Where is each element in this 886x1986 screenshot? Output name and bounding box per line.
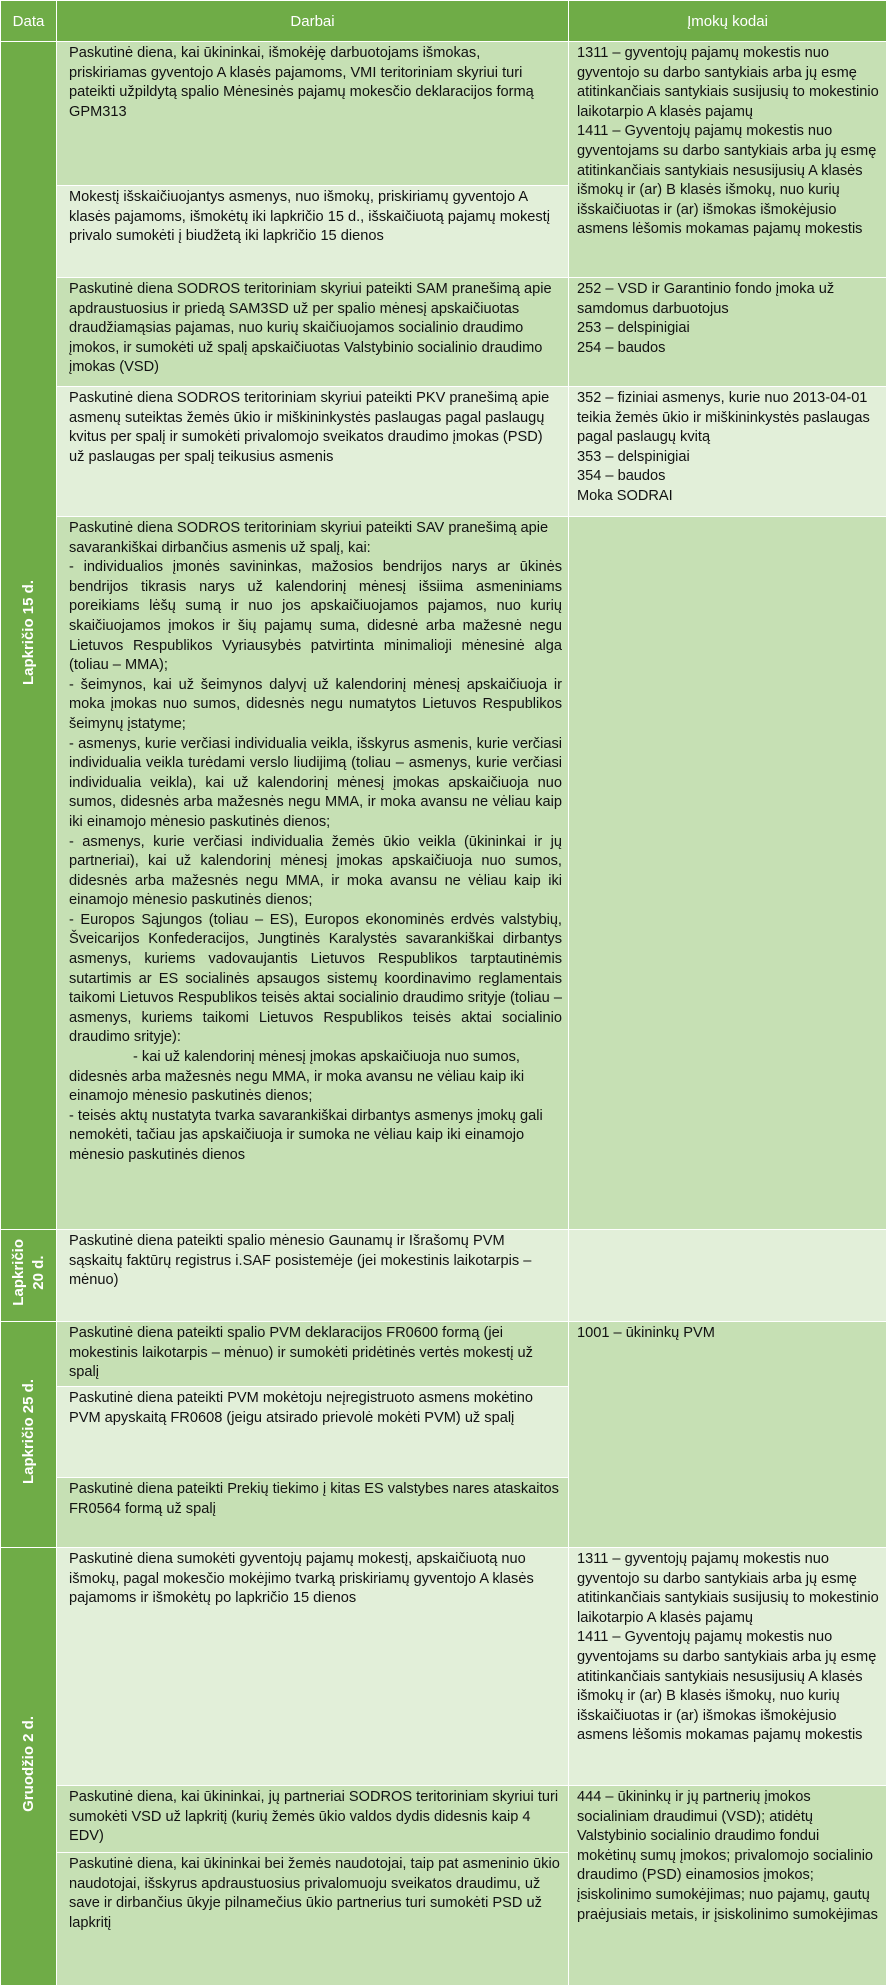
sav-sub: - kai už kalendorinį mėnesį įmokas apskaičiuoja nuo sumos, [69,1048,562,1068]
codes-cell: 1311 – gyventojų pajamų mokestis nuo gyventojo su darbo santykiais arba jų esmę atitinkančiais santykiais susijusių to mokestinio laikotarpio A klasės pajamų 1411 – Gyventojų pajamų mokestis nuo gyventojams su darbo santykiais arba jų esmę atitinkančiais santykiais nesusijusių A klasės išmokų ir (ar) B klasės išmokų, nuo kurių išskaičiuotas ir (ar) išmokas išmokėjusio asmens lėšomis mokamas pajamų mokestis [569,42,886,278]
table-row [1,1786,886,1853]
date-cell-nov-20 [1,1230,57,1322]
codes-cell: 352 – fiziniai asmenys, kurie nuo 2013-04-01 teikia žemės ūkio ir miškininkystės paslaugas pagal paslaugų kvitą 353 – delspinigiai 354 – baudos Moka SODRAI [569,387,886,517]
sav-tail: didesnės arba mažesnės negu MMA, ir moka avansu ne vėliau kaip iki einamojo mėnesio paskutinės dienos; - teisės aktų nustatyta tvarka savarankiškai dirbantys asmenys įmokų gali nemokėti, tačiau jas apskaičiuoja ir sumoka ne vėliau kaip iki einamojo mėnesio paskutinės dienos [69,1068,562,1166]
codes-cell: 1001 – ūkininkų PVM [569,1322,886,1548]
header-works: Darbai [57,1,569,42]
date-label: Lapkričio 25 d. [19,1379,39,1484]
table-row [1,278,886,387]
work-cell: Paskutinė diena pateikti PVM mokėtoju neįregistruoto asmens mokėtino PVM apyskaitą FR0608 (jeigu atsirado prievolė mokėti PVM) už spalį [57,1387,569,1478]
work-cell: Paskutinė diena SODROS teritoriniam skyriui pateikti PKV pranešimą apie asmenų suteiktas žemės ūkio ir miškininkystės paslaugas pagal paslaugų kvitus per spalį ir sumokėti privalomojo sveikatos draudimo įmokas (PSD) už paslaugas per spalį teikusius asmenis [57,387,569,517]
date-cell-dec-2 [1,1548,57,1986]
header-date: Data [1,1,57,42]
table-row [1,42,886,186]
date-cell-nov-15 [1,42,57,1230]
sav-body: - individualios įmonės savininkas, mažosios bendrijos narys ar ūkinės bendrijos tikrasis narys už kalendorinį mėnesį išsiima asmeniniams poreikiams lėšų sumą ir nuo jos apskaičiuojamos pajamos, nuo kurių skaičiuojamos įmokos ir šių pajamų suma, didesnė arba mažesnė negu Lietuvos Respublikos Vyriausybės patvirtinta minimalioji mėnesinė alga (toliau – MMA); - šeimynos, kai už šeimynos dalyvį už kalendorinį mėnesį apskaičiuoja ir moka įmokas nuo sumos, didesnės negu numatytos Lietuvos Respublikos šeimynų įstatyme; - asmenys, kurie verčiasi individualia veikla, išskyrus asmenis, kurie verčiasi individualia veikla turėdami verslo liudijimą (toliau – asmenys, kurie verčiasi individualia veikla), kai už kalendorinį mėnesį įmokas apskaičiuoja nuo sumos, didesnės arba mažesnės negu MMA, ir moka avansu ne vėliau kaip iki einamojo mėnesio paskutinės dienos; - asmenys, kurie verčiasi individualia žemės ūkio veikla (ūkininkai ir jų partneriai), kai už kalendorinį mėnesį įmokas apskaičiuoja nuo sumos, didesnės arba mažesnės negu MMA, ir moka avansu ne vėliau kaip iki einamojo mėnesio paskutinės dienos; - Europos Sąjungos (toliau – ES), Europos ekonominės erdvės valstybių, Šveicarijos Konfederacijos, Jungtinės Karalystės savarankiškai dirbantys asmenys, kuriems vadovaujantis Lietuvos Respublikos tarptautinėmis sutartimis ar ES socialinės apsaugos sistemų koordinavimo reglamentais taikomi Lietuvos Respublikos teisės aktai socialinio draudimo srityje (toliau – asmenys, kuriems taikomi Lietuvos Respublikos teisės aktai socialinio draudimo srityje): [69,558,562,1048]
table-row [1,1322,886,1387]
work-cell-sav [57,517,569,1230]
table-row [1,1548,886,1786]
table-row [1,387,886,517]
table-row [1,517,886,1230]
date-label: Lapkričio 15 d. [19,580,39,685]
codes-cell-empty [569,1230,886,1322]
table-row [1,1230,886,1322]
codes-cell-empty [569,517,886,1230]
header-codes: Įmokų kodai [569,1,886,42]
work-cell: Paskutinė diena, kai ūkininkai, išmokėję darbuotojams išmokas, priskiriamas gyventojo A klasės pajamoms, VMI teritoriniam skyriui turi pateikti užpildytą spalio Mėnesinės pajamų mokesčio deklaracijos formą GPM313 [57,42,569,186]
work-cell: Mokestį išskaičiuojantys asmenys, nuo išmokų, priskiriamų gyventojo A klasės pajamoms, išmokėtų iki lapkričio 15 d., išskaičiuotą pajamų mokestį privalo sumokėti į biudžetą iki lapkričio 15 dienos [57,186,569,278]
work-cell: Paskutinė diena pateikti Prekių tiekimo į kitas ES valstybes nares ataskaitos FR0564 formą už spalį [57,1478,569,1548]
work-cell: Paskutinė diena, kai ūkininkai bei žemės naudotojai, taip pat asmeniniο ūkio naudotojai, išskyrus apdraustuosius privalomuoju sveikatos draudimu, už save ir dirbančius ūkyje pilnamečius ūkio partnerius turi sumokėti PSD už lapkritį [57,1853,569,1986]
work-cell: Paskutinė diena pateikti spalio mėnesio Gaunamų ir Išrašomų PVM sąskaitų faktūrų registrus i.SAF posistemėje (jei mokestinis laikotarpis – mėnuo) [57,1230,569,1322]
date-label: Lapkričio 20 d. [9,1239,49,1306]
codes-cell: 444 – ūkininkų ir jų partnerių įmokos socialiniam draudimui (VSD); atidėtų Valstybinio socialinio draudimo fondui mokėtinų sumų įmokos; privalomojo socialinio draudimo (PSD) einamosios įmokos; įsiskolinimo sumokėjimas; nuo pajamų, gautų praėjusiais metais, ir įsiskolinimo sumokėjimas [569,1786,886,1986]
date-cell-nov-25 [1,1322,57,1548]
work-cell: Paskutinė diena SODROS teritoriniam skyriui pateikti SAM pranešimą apie apdraustuosius ir priedą SAM3SD už per spalio mėnesį apskaičiuotas draudžiamąsias pajamas, nuo kurių skaičiuojamos socialinio draudimo įmokos, ir sumokėti už spalį apskaičiuotas Valstybinio socialinio draudimo įmokas (VSD) [57,278,569,387]
work-cell: Paskutinė diena sumokėti gyventojų pajamų mokestį, apskaičiuotą nuo išmokų, pagal mokesčio mokėjimo tvarką priskiriamų gyventojo A klasės pajamoms ir išmokėtų po lapkričio 15 dienos [57,1548,569,1786]
table-header-row [1,1,886,42]
date-label: Gruodžio 2 d. [19,1716,39,1812]
sav-intro: Paskutinė diena SODROS teritoriniam skyriui pateikti SAV pranešimą apie savarankiškai dirbančius asmenis už spalį, kai: [69,519,562,558]
codes-cell: 1311 – gyventojų pajamų mokestis nuo gyventojo su darbo santykiais arba jų esmę atitinkančiais santykiais susijusių to mokestinio laikotarpio A klasės pajamų 1411 – Gyventojų pajamų mokestis nuo gyventojams su darbo santykiais arba jų esmę atitinkančiais santykiais nesusijusių A klasės išmokų ir (ar) B klasės išmokų, nuo kurių išskaičiuotas ir (ar) išmokas išmokėjusio asmens lėšomis mokamas pajamų mokestis [569,1548,886,1786]
codes-cell: 252 – VSD ir Garantinio fondo įmoka už samdomus darbuotojus 253 – delspinigiai 254 – baudos [569,278,886,387]
work-cell: Paskutinė diena pateikti spalio PVM deklaracijos FR0600 formą (jei mokestinis laikotarpis – mėnuo) ir sumokėti pridėtinės vertės mokestį už spalį [57,1322,569,1387]
work-cell: Paskutinė diena, kai ūkininkai, jų partneriai SODROS teritoriniam skyriui turi sumokėti VSD už lapkritį (kurių žemės ūkio valdos dydis didesnis kaip 4 EDV) [57,1786,569,1853]
